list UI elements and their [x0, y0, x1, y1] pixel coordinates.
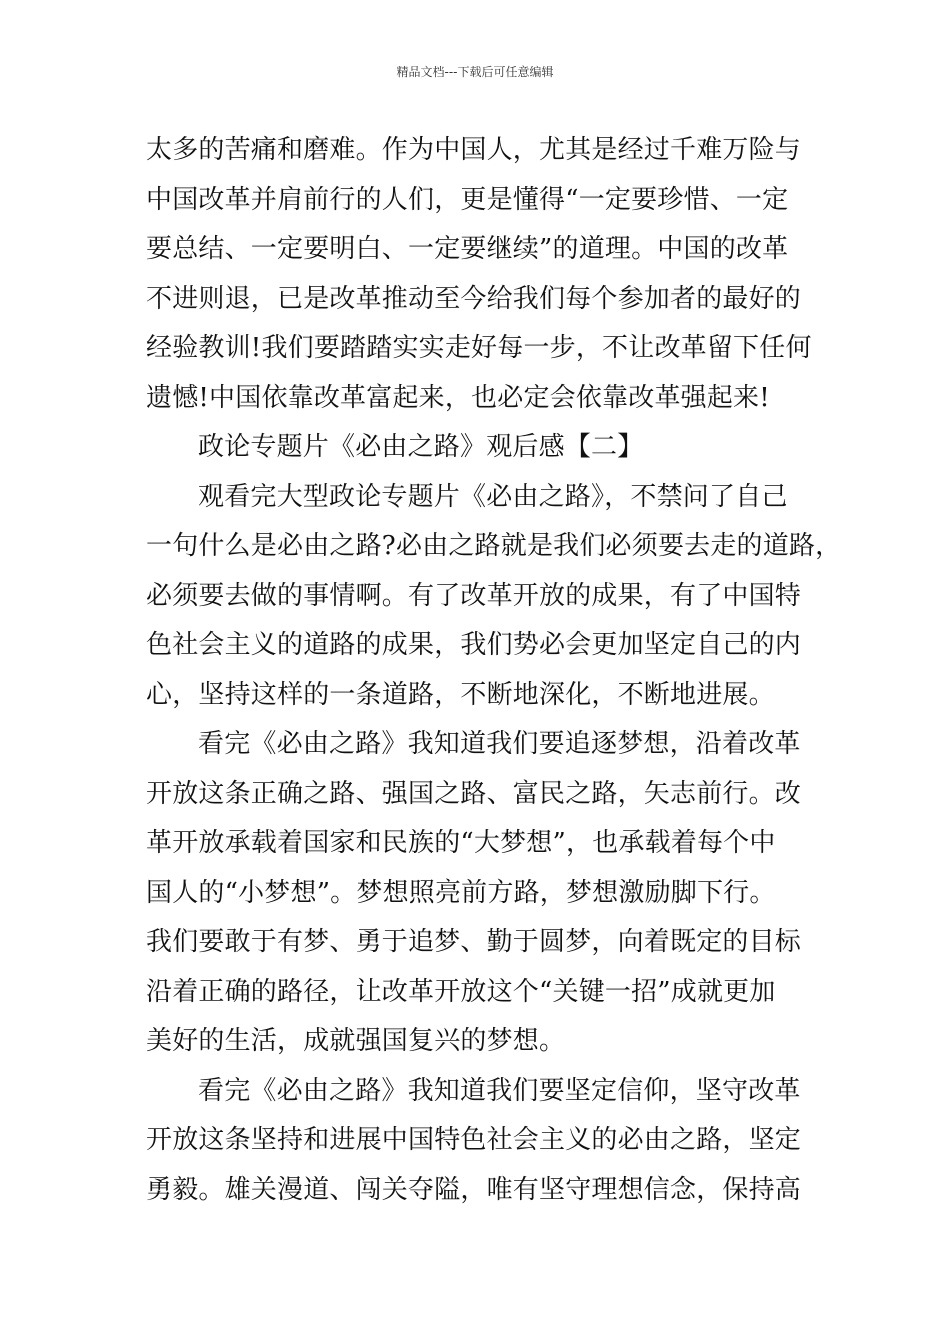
- section-heading: 政论专题片《必由之路》观后感【二】: [198, 432, 644, 462]
- text-line: 太多的苦痛和磨难。作为中国人，尤其是经过千难万险与: [146, 135, 802, 165]
- text-line: 开放这条坚持和进展中国特色社会主义的必由之路，坚定: [146, 1125, 802, 1155]
- text-line: 心，坚持这样的一条道路，不断地深化，不断地进展。: [146, 679, 775, 710]
- text-line: 国人的“小梦想”。梦想照亮前方路，梦想激励脚下行。: [146, 877, 776, 908]
- text-line: 色社会主义的道路的成果，我们势必会更加坚定自己的内: [146, 630, 802, 660]
- text-line: 沿着正确的路径，让改革开放这个“关键一招”成就更加: [146, 976, 776, 1007]
- text-line: 经验教训!我们要踏踏实实走好每一步，不让改革留下任何: [146, 333, 812, 363]
- text-line: 不进则退，已是改革推动至今给我们每个参加者的最好的: [146, 283, 802, 314]
- document-body: [146, 126, 842, 1215]
- paragraph-start: 看完《必由之路》我知道我们要坚定信仰，坚守改革: [198, 1075, 801, 1106]
- text-line: 开放这条正确之路、强国之路、富民之路，矢志前行。改: [146, 778, 802, 809]
- text-line: 美好的生活，成就强国复兴的梦想。: [146, 1026, 566, 1056]
- paragraph-start: 看完《必由之路》我知道我们要追逐梦想，沿着改革: [198, 729, 801, 759]
- text-line: 必须要去做的事情啊。有了改革开放的成果，有了中国特: [146, 580, 802, 611]
- text-line: 我们要敢于有梦、勇于追梦、勤于圆梦，向着既定的目标: [146, 927, 802, 957]
- page-header: 精品文档---下载后可任意编辑: [396, 65, 554, 79]
- text-line: 一句什么是必由之路?必由之路就是我们必须要去走的道路，: [146, 531, 842, 561]
- text-line: 中国改革并肩前行的人们，更是懂得“一定要珍惜、一定: [146, 184, 789, 215]
- paragraph-start: 观看完大型政论专题片《必由之路》，不禁问了自己: [198, 481, 788, 512]
- text-line: 勇毅。雄关漫道、闯关夺隘，唯有坚守理想信念，保持高: [146, 1174, 802, 1205]
- text-line: 革开放承载着国家和民族的“大梦想”，也承载着每个中: [146, 828, 776, 858]
- text-line: 遗憾!中国依靠改革富起来，也必定会依靠改革强起来!: [146, 382, 770, 413]
- text-line: 要总结、一定要明白、一定要继续”的道理。中国的改革: [146, 234, 789, 264]
